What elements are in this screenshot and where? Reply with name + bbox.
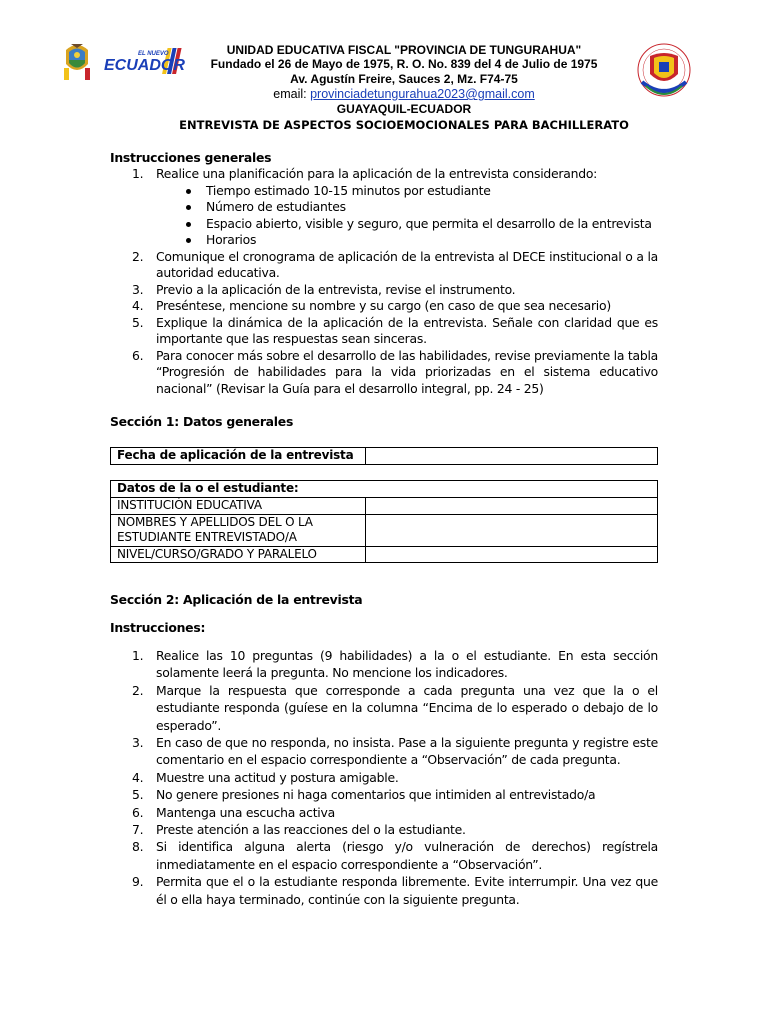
bullet-text: Espacio abierto, visible y seguro, que permita el desarrollo de la entrevista [206,215,652,231]
item-text: Previo a la aplicación de la entrevista, revise el instrumento. [156,281,516,297]
list-item [110,315,658,348]
institution-field[interactable] [366,498,658,515]
founding-info: Fundado el 26 de Mayo de 1975, R. O. No. 839 del 4 de Julio de 1975 [210,57,598,71]
bullet-icon [186,205,191,210]
bullet-item [156,183,658,200]
table-row [111,481,658,498]
item-number: 1. [132,166,144,181]
bullet-item [156,216,658,233]
item-number: 5. [132,314,144,330]
item-text: Para conocer más sobre el desarrollo de las habilidades, revise previamente la tabla “Progresión de habilidades para la vida priorizadas en el sistema educativo nacional” (Revisar la Guía para el desarrollo integral, pp. 24 - 25) [156,347,658,396]
item-text: En caso de que no responda, no insista. Pase a la siguiente pregunta y registre este comentario en el espacio correspondiente a “Observación” de cada pregunta. [156,735,658,768]
logo-big-text: ECUADOR [104,57,185,74]
table-row [111,514,658,546]
item-number: 1. [132,648,144,663]
table-row [111,546,658,563]
grade-field[interactable] [366,546,658,563]
item-number: 2. [132,682,144,698]
item-number: 6. [132,804,144,820]
row-label: NOMBRES Y APELLIDOS DEL O LA ESTUDIANTE ENTREVISTADO/A [111,514,366,546]
item-number: 4. [132,769,144,785]
email-label: email: [273,87,311,101]
document-title: ENTREVISTA DE ASPECTOS SOCIOEMOCIONALES PARA BACHILLERATO [179,118,629,132]
list-item [110,769,658,786]
item-number: 3. [132,281,144,297]
general-instructions-list [110,166,658,397]
row-label: INSTITUCIÓN EDUCATIVA [111,498,366,515]
item-number: 3. [132,735,144,751]
section2-heading: Sección 2: Aplicación de la entrevista [110,592,363,607]
list-item [110,298,658,315]
row-label: NIVEL/CURSO/GRADO Y PARALELO [111,546,366,563]
item-text: Realice las 10 preguntas (9 habilidades) a la o el estudiante. En esta sección solamente leerá la pregunta. No mencione los indicadores. [156,648,658,681]
item-number: 4. [132,298,144,313]
date-label: Fecha de aplicación de la entrevista [111,448,366,465]
bullet-item [156,199,658,216]
email-line [20,87,768,102]
list-item [110,348,658,398]
table-row [111,448,658,465]
section1-heading: Sección 1: Datos generales [110,414,294,429]
list-item [110,786,658,803]
item-text: Explique la dinámica de la aplicación de la entrevista. Señale con claridad que es importante que las respuestas sean sinceras. [156,314,658,346]
item-text: Realice una planificación para la aplicación de la entrevista considerando: [156,166,598,181]
item-text: No genere presiones ni haga comentarios que intimiden al entrevistado/a [156,787,596,803]
student-data-header: Datos de la o el estudiante: [111,481,658,498]
instructions-heading: Instrucciones: [110,620,206,635]
general-instructions-heading: Instrucciones generales [110,150,272,165]
bullet-item [156,232,658,249]
date-value-field[interactable] [366,448,658,465]
item-number: 2. [132,248,144,264]
list-item [110,249,658,282]
list-item [110,804,658,821]
item-text: Marque la respuesta que corresponde a cada pregunta una vez que la o el estudiante responda (guíese en la columna “Encima de lo esperado o debajo de lo esperado”. [156,682,658,733]
date-table [110,447,658,465]
student-name-field[interactable] [366,514,658,546]
item-text: Comunique el cronograma de aplicación de la entrevista al DECE institucional o a la autoridad educativa. [156,248,658,280]
list-item [110,166,658,249]
list-item [110,873,658,908]
bullet-text: Tiempo estimado 10-15 minutos por estudiante [206,182,491,198]
item-text: Preséntese, mencione su nombre y su cargo (en caso de que sea necesario) [156,298,611,313]
planning-bullets [156,183,658,249]
item-text: Preste atención a las reacciones del o la estudiante. [156,822,466,838]
school-address: Av. Agustín Freire, Sauces 2, Mz. F74-75 [290,72,518,86]
bullet-text: Horarios [206,232,257,247]
bullet-icon [186,222,191,227]
list-item [110,647,658,682]
list-item [110,682,658,734]
interview-instructions-list [110,647,658,908]
item-number: 5. [132,787,144,803]
bullet-icon [186,189,191,194]
item-text: Permita que el o la estudiante responda libremente. Evite interrumpir. Una vez que él o ella haya terminado, continúe con la siguiente pregunta. [156,874,658,907]
list-item [110,821,658,838]
item-number: 8. [132,839,144,855]
list-item [110,282,658,299]
table-row [111,498,658,515]
item-text: Muestre una actitud y postura amigable. [156,769,399,785]
item-text: Si identifica alguna alerta (riesgo y/o vulneración de derechos) regístrela inmediatamente en el espacio correspondiente a “Observación”. [156,839,658,872]
logo-small-text: EL NUEVO [138,51,169,57]
item-number: 7. [132,822,144,838]
list-item [110,734,658,769]
item-number: 6. [132,347,144,363]
email-link[interactable]: provinciadetungurahua2023@gmail.com [310,87,535,101]
item-text: Mantenga una escucha activa [156,804,335,820]
student-data-table [110,480,658,563]
city: GUAYAQUIL-ECUADOR [336,102,472,116]
item-number: 9. [132,874,144,890]
school-name: UNIDAD EDUCATIVA FISCAL "PROVINCIA DE TUNGURAHUA" [226,43,582,57]
list-item [110,838,658,873]
bullet-text: Número de estudiantes [206,199,346,214]
bullet-icon [186,238,191,243]
